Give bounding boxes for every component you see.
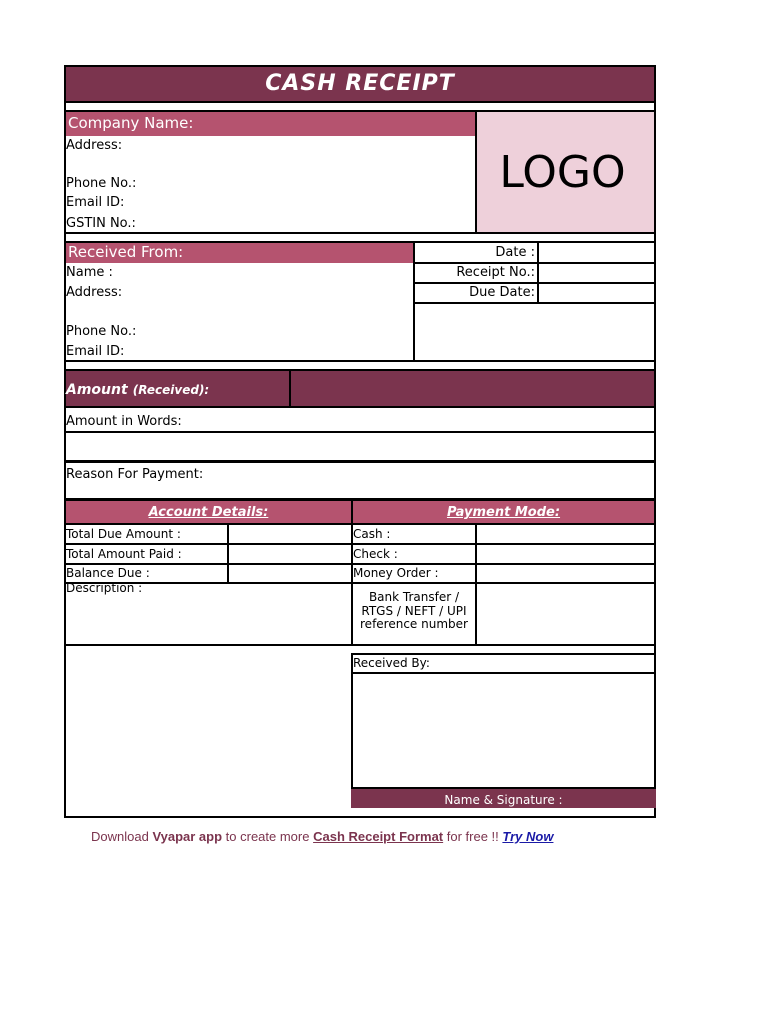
company-email-label: Email ID: (66, 195, 125, 210)
grid-line (415, 302, 654, 304)
company-gstin-label: GSTIN No.: (66, 216, 136, 231)
signature-bar (351, 787, 656, 808)
logo-text: LOGO (499, 146, 626, 198)
reason-label: Reason For Payment: (66, 467, 204, 482)
description-label: Description : (66, 581, 143, 595)
receipt-no-field[interactable] (539, 264, 654, 282)
company-name-header (66, 112, 475, 136)
date-label: Date : (495, 245, 535, 260)
table-line-5 (64, 644, 656, 646)
received-by-label: Received By: (353, 656, 430, 670)
date-field[interactable] (539, 243, 654, 262)
received-from-label: Received From: (68, 243, 184, 261)
cash-field[interactable] (477, 525, 654, 543)
logo-box[interactable] (477, 112, 654, 232)
company-address-label: Address: (66, 138, 123, 153)
page-title: CASH RECEIPT (265, 71, 455, 96)
payment-mode-label: Payment Mode: (446, 505, 561, 520)
account-details-header (66, 501, 351, 523)
signature-label: Name & Signature : (444, 793, 563, 807)
amount-label: Amount (Received): (66, 382, 210, 398)
reason-field[interactable] (66, 485, 654, 499)
title-bar (66, 67, 654, 101)
bank-transfer-field[interactable] (477, 584, 654, 644)
total-due-label: Total Due Amount : (66, 527, 181, 541)
title-divider (66, 101, 654, 103)
account-details-label: Account Details: (148, 505, 269, 520)
total-paid-label: Total Amount Paid : (66, 547, 182, 561)
money-order-label: Money Order : (353, 566, 439, 580)
amount-words-field[interactable] (66, 433, 654, 460)
description-field[interactable] (66, 597, 351, 644)
company-name-label: Company Name: (68, 114, 194, 132)
due-date-label: Due Date: (469, 285, 535, 300)
amount-words-label: Amount in Words: (66, 414, 182, 429)
cash-label: Cash : (353, 527, 391, 541)
check-label: Check : (353, 547, 398, 561)
company-phone-label: Phone No.: (66, 176, 137, 191)
receipt-info-grid (415, 243, 654, 303)
app-name: Vyapar app (152, 829, 223, 844)
balance-due-field[interactable] (229, 565, 351, 582)
amount-words-bottom (64, 460, 656, 463)
amount-label-cell (66, 371, 289, 406)
total-due-field[interactable] (229, 525, 351, 543)
received-from-header (66, 243, 413, 263)
amount-value-field[interactable] (291, 371, 654, 406)
footer-promo: Download Vyapar app to create more Cash Receipt Format for free !! Try Now (91, 829, 554, 844)
payer-address-label: Address: (66, 285, 123, 300)
try-now-link[interactable]: Try Now (502, 829, 554, 844)
total-paid-field[interactable] (229, 545, 351, 563)
payer-name-label: Name : (66, 265, 113, 280)
due-date-field[interactable] (539, 284, 654, 302)
payer-email-label: Email ID: (66, 344, 125, 359)
cash-receipt-format-link[interactable]: Cash Receipt Format (313, 829, 444, 844)
payer-phone-label: Phone No.: (66, 324, 137, 339)
check-field[interactable] (477, 545, 654, 563)
bank-transfer-label: Bank Transfer / RTGS / NEFT / UPI reference number (360, 590, 468, 631)
money-order-field[interactable] (477, 565, 654, 582)
signature-area[interactable] (353, 674, 654, 787)
balance-due-label: Balance Due : (66, 566, 150, 580)
receipt-no-label: Receipt No.: (456, 265, 535, 280)
payment-mode-header (353, 501, 654, 523)
